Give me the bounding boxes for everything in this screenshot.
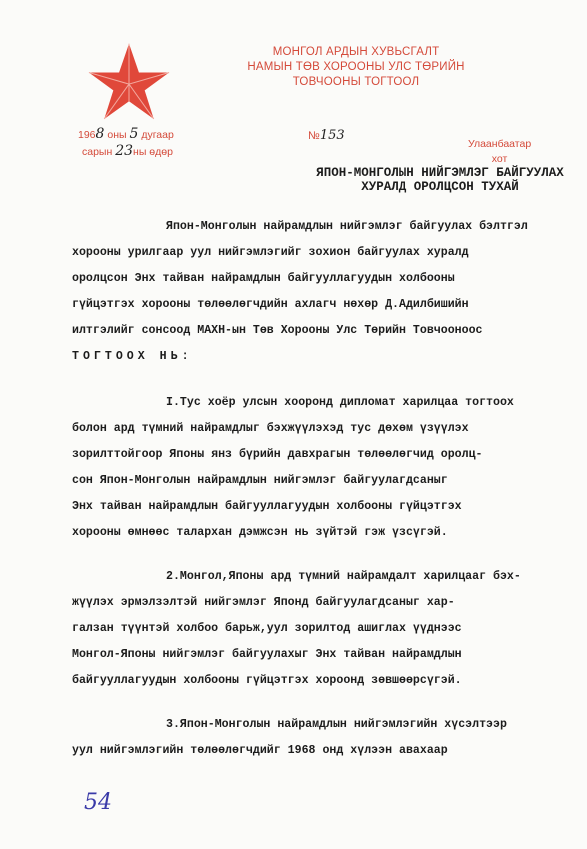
date-day-handwritten: 23 xyxy=(115,143,134,159)
body-line: Япон-Монголын найрамдлын нийгэмлэг байгуулах бэлтгэл xyxy=(166,220,528,233)
number-prefix: № xyxy=(308,130,320,142)
title-line-2: ХУРАЛД ОРОЛЦСОН ТУХАЙ xyxy=(361,180,519,194)
document-title xyxy=(310,166,570,194)
body-line: сон Япон-Монголын найрамдлын нийгэмлэг байгуулагдсаныг xyxy=(72,474,448,487)
date-nii-odor: ны өдөр xyxy=(133,146,173,158)
body-line: зорилттойгоор Японы янз бүрийн давхрагын төлөөлөгчид оролц- xyxy=(72,448,483,461)
handwritten-page-number: 54 xyxy=(84,790,112,815)
document-body xyxy=(72,214,560,764)
number-handwritten: 153 xyxy=(319,128,345,143)
date-line-1 xyxy=(78,126,174,143)
date-oni: оны xyxy=(104,129,130,141)
city-line-2: хот xyxy=(491,153,508,165)
body-line: 2.Монгол,Японы ард түмний найрамдалт харилцааг бэх- xyxy=(166,570,521,583)
paragraph-item-2 xyxy=(72,564,560,694)
body-line: 3.Япон-Монголын найрамдлын нийгэмлэгийн хүсэлтээр xyxy=(166,718,507,731)
body-line: болон ард түмний найрамдлыг бэхжүүлэхэд тус дөхөм үзүүлэх xyxy=(72,422,469,435)
date-sar: сарын xyxy=(82,146,116,158)
body-line: Энх тайван найрамдлын байгууллагуудын холбооны гүйцэтгэх xyxy=(72,500,462,513)
body-line: гүйцэтгэх хорооны төлөөлөгчдийн ахлагч нөхөр Д.Адилбишийн xyxy=(72,298,469,311)
body-line: илтгэлийг сонсоод МАХН-ын Төв Хорооны Улс Төрийн Товчооноос xyxy=(72,324,483,337)
body-line: галзан түүнтэй холбоо барьж,уул зорилтод ашиглах үүднээс xyxy=(72,622,462,635)
city-line-1: Улаанбаатар xyxy=(468,138,532,150)
decree-heading: ТОГТООХ НЬ: xyxy=(72,350,193,363)
paragraph-preamble xyxy=(72,214,560,370)
date-year-handwritten: 8 xyxy=(95,126,105,142)
document-number xyxy=(308,128,345,143)
date-line-2 xyxy=(82,143,174,160)
date-dugaar: дугаар xyxy=(138,129,174,141)
body-line: хорооны өмнөөс талархан дэмжсэн нь зүйтэй гэж үзсүгэй. xyxy=(72,526,448,539)
city-label xyxy=(468,137,531,167)
letterhead xyxy=(236,45,476,90)
date-field xyxy=(68,126,174,160)
title-line-1: ЯПОН-МОНГОЛЫН НИЙГЭМЛЭГ БАЙГУУЛАХ xyxy=(316,166,564,180)
letterhead-line-3: ТОВЧООНЫ ТОГТООЛ xyxy=(292,76,420,88)
date-month-handwritten: 5 xyxy=(129,126,139,142)
body-line: I.Тус хоёр улсын хооронд дипломат харилцаа тогтоох xyxy=(166,396,514,409)
body-line: жүүлэх эрмэлзэлтэй нийгэмлэг Японд байгуулагдсаныг хар- xyxy=(72,596,455,609)
body-line: Монгол-Японы нийгэмлэг байгуулахыг Энх тайван найрамдлын xyxy=(72,648,462,661)
body-line: байгууллагуудын холбооны гүйцэтгэх хороонд зөвшөөрсүгэй. xyxy=(72,674,462,687)
body-line: уул нийгэмлэгийн төлөөлөгчдийг 1968 онд хүлээн авахаар xyxy=(72,744,448,757)
body-line: оролцсон Энх тайван найрамдлын байгууллагуудын холбооны xyxy=(72,272,455,285)
paragraph-item-3 xyxy=(72,712,560,764)
paragraph-item-1 xyxy=(72,390,560,546)
date-year-printed: 196 xyxy=(78,129,96,141)
letterhead-line-2: НАМЫН ТӨВ ХОРООНЫ УЛС ТӨРИЙН xyxy=(247,61,465,73)
letterhead-line-1: МОНГОЛ АРДЫН ХУВЬСГАЛТ xyxy=(272,46,440,58)
red-star-emblem xyxy=(85,42,173,122)
body-line: хорооны урилгаар уул нийгэмлэгийг зохион байгуулах хуралд xyxy=(72,246,469,259)
